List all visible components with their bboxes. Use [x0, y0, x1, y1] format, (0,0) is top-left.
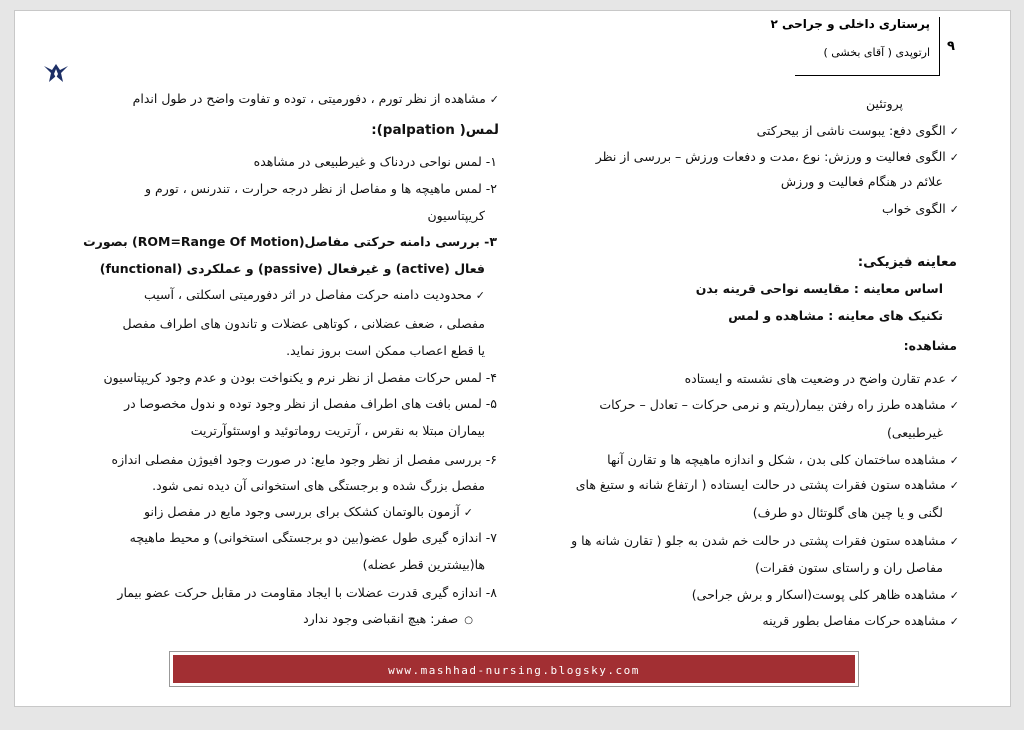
list-item: ✓مشاهده حرکات مفاصل بطور قرینه	[762, 613, 959, 628]
numbered-item: ۸- اندازه گیری قدرت عضلات با ایجاد مقاومت در مقابل حرکت عضو بیمار	[117, 585, 497, 600]
document-page	[14, 10, 1011, 707]
sub-item: ✓محدودیت دامنه حرکت مفاصل در اثر دفورمیتی اسکلتی ، آسیب	[144, 287, 485, 302]
right-column	[515, 11, 959, 651]
checkmark-icon: ✓	[489, 93, 499, 106]
list-item: ✓الگوی خواب	[881, 201, 959, 216]
numbered-item: ۱- لمس نواحی دردناک و غیرطبیعی در مشاهده	[253, 154, 497, 169]
checkmark-icon: ✓	[949, 125, 959, 138]
numbered-item: ۲- لمس ماهیچه ها و مفاصل از نظر درجه حرارت ، تندرنس ، تورم و	[145, 181, 497, 196]
palpation-heading: لمس( palpation):	[371, 122, 499, 138]
list-item: ✓مشاهده ستون فقرات پشتی در حالت ایستاده ( ارتفاع شانه و ستیغ های	[575, 477, 959, 492]
page-number: ۹	[947, 39, 955, 54]
circle-bullet-icon: ○	[464, 615, 473, 626]
exam-basis: اساس معاینه : مقایسه نواحی قرینه بدن	[695, 281, 943, 296]
checkmark-icon: ✓	[463, 506, 473, 519]
text-line: بیماران مبتلا به نقرس ، آرتریت روماتوئید و اوستئوآرتریت	[190, 423, 485, 438]
numbered-item: ۵- لمس بافت های اطراف مفصل از نظر وجود توده و ندول مخصوصا در	[124, 396, 497, 411]
footer-banner	[169, 651, 859, 687]
checkmark-icon: ✓	[949, 373, 959, 386]
text-line: مفصلی ، ضعف عضلانی ، کوتاهی عضلات و تاندون های اطراف مفصل	[122, 316, 485, 331]
text-line: ها(بیشترین قطر عضله)	[362, 557, 485, 572]
text-line: مفصل بزرگ شده و برجستگی های استخوانی آن دیده نمی شود.	[152, 478, 485, 493]
footer-url[interactable]: www.mashhad-nursing.blogsky.com	[388, 664, 640, 677]
text-line: لگنی و یا چین های گلوتئال دو طرف)	[752, 505, 943, 520]
list-item: ✓عدم تقارن واضح در وضعیت های نشسته و ایستاده	[684, 371, 959, 386]
list-item: ✓مشاهده ساختمان کلی بدن ، شکل و اندازه ماهیچه ها و تقارن آنها	[607, 452, 959, 467]
text-line: یا قطع اعصاب ممکن است بروز نماید.	[286, 343, 485, 358]
lecture-subtitle: ارتوپدی ( آقای بخشی )	[823, 46, 930, 59]
text-line: کریپتاسیون	[427, 208, 485, 223]
section-heading: معاینه فیزیکی:	[857, 254, 957, 270]
text-line: مفاصل ران و راستای ستون فقرات)	[754, 560, 943, 575]
numbered-item: ۳- بررسی دامنه حرکتی مفاصل(ROM=Range Of Motion) بصورت	[83, 234, 497, 249]
checkmark-icon: ✓	[949, 454, 959, 467]
checkmark-icon: ✓	[475, 289, 485, 302]
numbered-item: ۴- لمس حرکات مفصل از نظر نرم و یکنواخت بودن و عدم وجود کریپتاسیون	[103, 370, 497, 385]
left-column	[55, 11, 499, 651]
course-title: پرستاری داخلی و جراحی ۲	[770, 17, 930, 31]
checkmark-icon: ✓	[949, 399, 959, 412]
sub-item: ✓آزمون بالوتمان کشکک برای بررسی وجود مایع در مفصل زانو	[144, 504, 473, 519]
list-item: ✓مشاهده ستون فقرات پشتی در حالت خم شدن به جلو ( تقارن شانه ها و	[571, 533, 959, 548]
list-item: ✓مشاهده ظاهر کلی پوست(اسکار و برش جراحی)	[691, 587, 959, 602]
list-item: ✓الگوی دفع: یبوست ناشی از بیحرکتی	[756, 123, 959, 138]
subsection-heading: مشاهده:	[903, 338, 957, 353]
list-item: ✓مشاهده طرز راه رفتن بیمار(ریتم و نرمی حرکات – تعادل – حرکات	[599, 397, 959, 412]
checkmark-icon: ✓	[949, 151, 959, 164]
text-line: فعال (active) و غیرفعال (passive) و عملکردی (functional)	[99, 261, 485, 276]
text-line: غیرطبیعی)	[886, 425, 943, 440]
text-line: علائم در هنگام فعالیت و ورزش	[780, 174, 943, 189]
numbered-item: ۶- بررسی مفصل از نظر وجود مایع: در صورت وجود افیوژن مفصلی اندازه	[111, 452, 497, 467]
list-item: ✓الگوی فعالیت و ورزش: نوع ،مدت و دفعات ورزش – بررسی از نظر	[595, 149, 959, 164]
checkmark-icon: ✓	[949, 479, 959, 492]
checkmark-icon: ✓	[949, 535, 959, 548]
sub-item: ○صفر: هیچ انقباضی وجود ندارد	[303, 611, 473, 626]
numbered-item: ۷- اندازه گیری طول عضو(بین دو برجستگی استخوانی) و محیط ماهیچه	[129, 530, 497, 545]
text-line: پروتئین	[866, 96, 903, 111]
checkmark-icon: ✓	[949, 203, 959, 216]
checkmark-icon: ✓	[949, 589, 959, 602]
footer-band	[173, 655, 855, 683]
list-item: ✓مشاهده از نظر تورم ، دفورمیتی ، توده و تفاوت واضح در طول اندام	[132, 91, 499, 106]
checkmark-icon: ✓	[949, 615, 959, 628]
exam-technique: تکنیک های معاینه : مشاهده و لمس	[728, 308, 943, 323]
